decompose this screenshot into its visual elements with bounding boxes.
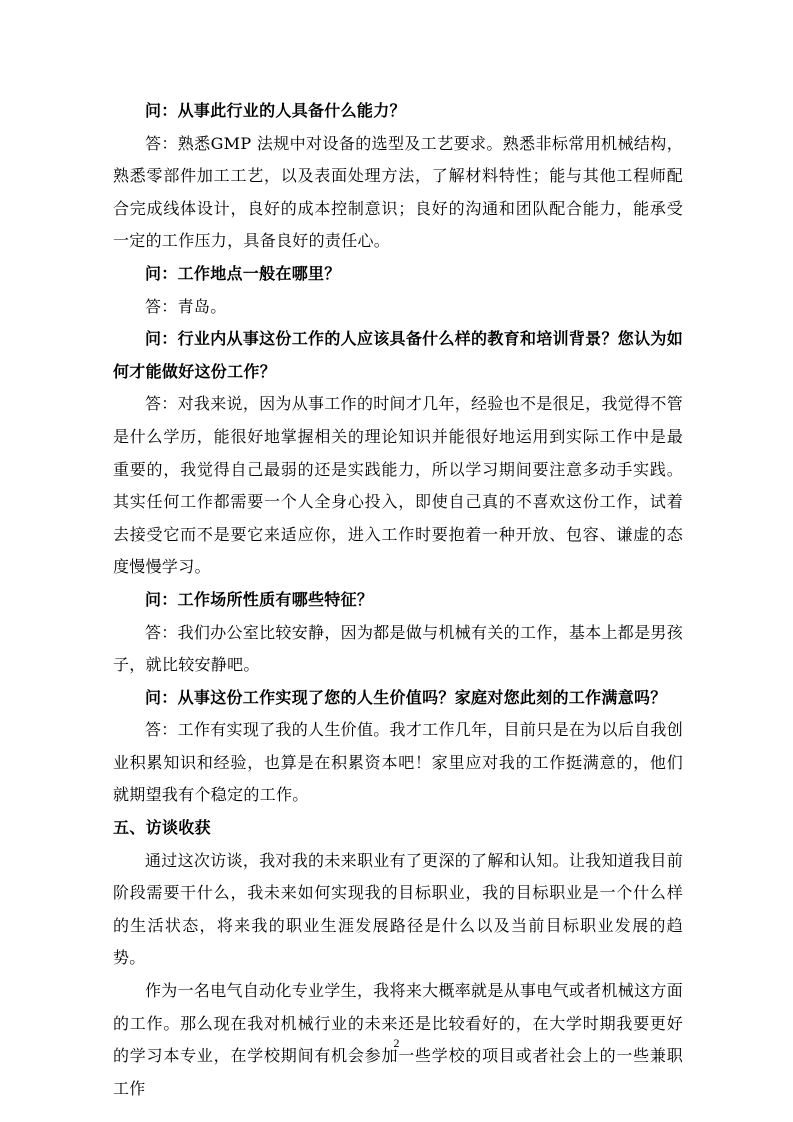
question-workplace: 问：工作场所性质有哪些特征？ <box>145 589 374 609</box>
answer-workplace: 答：我们办公室比较安静，因为都是做与机械有关的工作，基本上都是男孩子，就比较安静吧。 <box>113 622 683 675</box>
answer-value: 答：工作有实现了我的人生价值。我才工作几年，目前只是在为以后自我创业积累知识和经验，也算是在积累资本吧！家里应对我的工作挺满意的，他们就期望我有个稳定的工作。 <box>113 720 683 805</box>
section-heading: 五、访谈收获 <box>113 818 211 838</box>
question-education: 问：行业内从事这份工作的人应该具备什么样的教育和培训背景？您认为如何才能做好这份工作？ <box>113 329 683 381</box>
answer-education: 答：对我来说，因为从事工作的时间才几年，经验也不是很足，我觉得不管是什么学历，能很好地掌握相关的理论知识并能很好地运用到实际工作中是最重要的，我觉得自己最弱的还是实践能力，所以学习期间要注意多动手实践。其实任何工作都需要一个人全身心投入，即使自己真的不喜欢这份工作，试着去接受它而不是要它来适应你，进入工作时要抱着一种开放、包容、谦虚的态度慢慢学习。 <box>113 394 683 577</box>
question-value: 问：从事这份工作实现了您的人生价值吗？家庭对您此刻的工作满意吗？ <box>145 687 667 707</box>
page-number: 2 <box>393 1036 400 1050</box>
answer-location: 答：青岛。 <box>145 296 227 316</box>
answer-ability: 答：熟悉GMP 法规中对设备的选型及工艺要求。熟悉非标常用机械结构，熟悉零部件加工工艺，以及表面处理方法，了解材料特性；能与其他工程师配合完成线体设计，良好的成本控制意识；良好的沟通和团队配合能力，能承受一定的工作压力，具备良好的责任心。 <box>113 133 683 251</box>
question-ability: 问：从事此行业的人具备什么能力？ <box>145 101 406 120</box>
question-location: 问：工作地点一般在哪里？ <box>145 263 341 283</box>
body-paragraph: 作为一名电气自动化专业学生，我将来大概率就是从事电气或者机械这方面的工作。那么现在我对机械行业的未来还是比较看好的，在大学时期我要更好的学习本专业，在学校期间有机会参加一些学校的项目或者社会上的一些兼职工作 <box>113 981 683 1098</box>
body-paragraph: 通过这次访谈，我对我的未来职业有了更深的了解和认知。让我知道我目前阶段需要干什么，我未来如何实现我的目标职业，我的目标职业是一个什么样的生活状态，将来我的职业生涯发展路径是什么以及当前目标职业发展的趋势。 <box>113 850 683 968</box>
document-page <box>113 95 683 1105</box>
